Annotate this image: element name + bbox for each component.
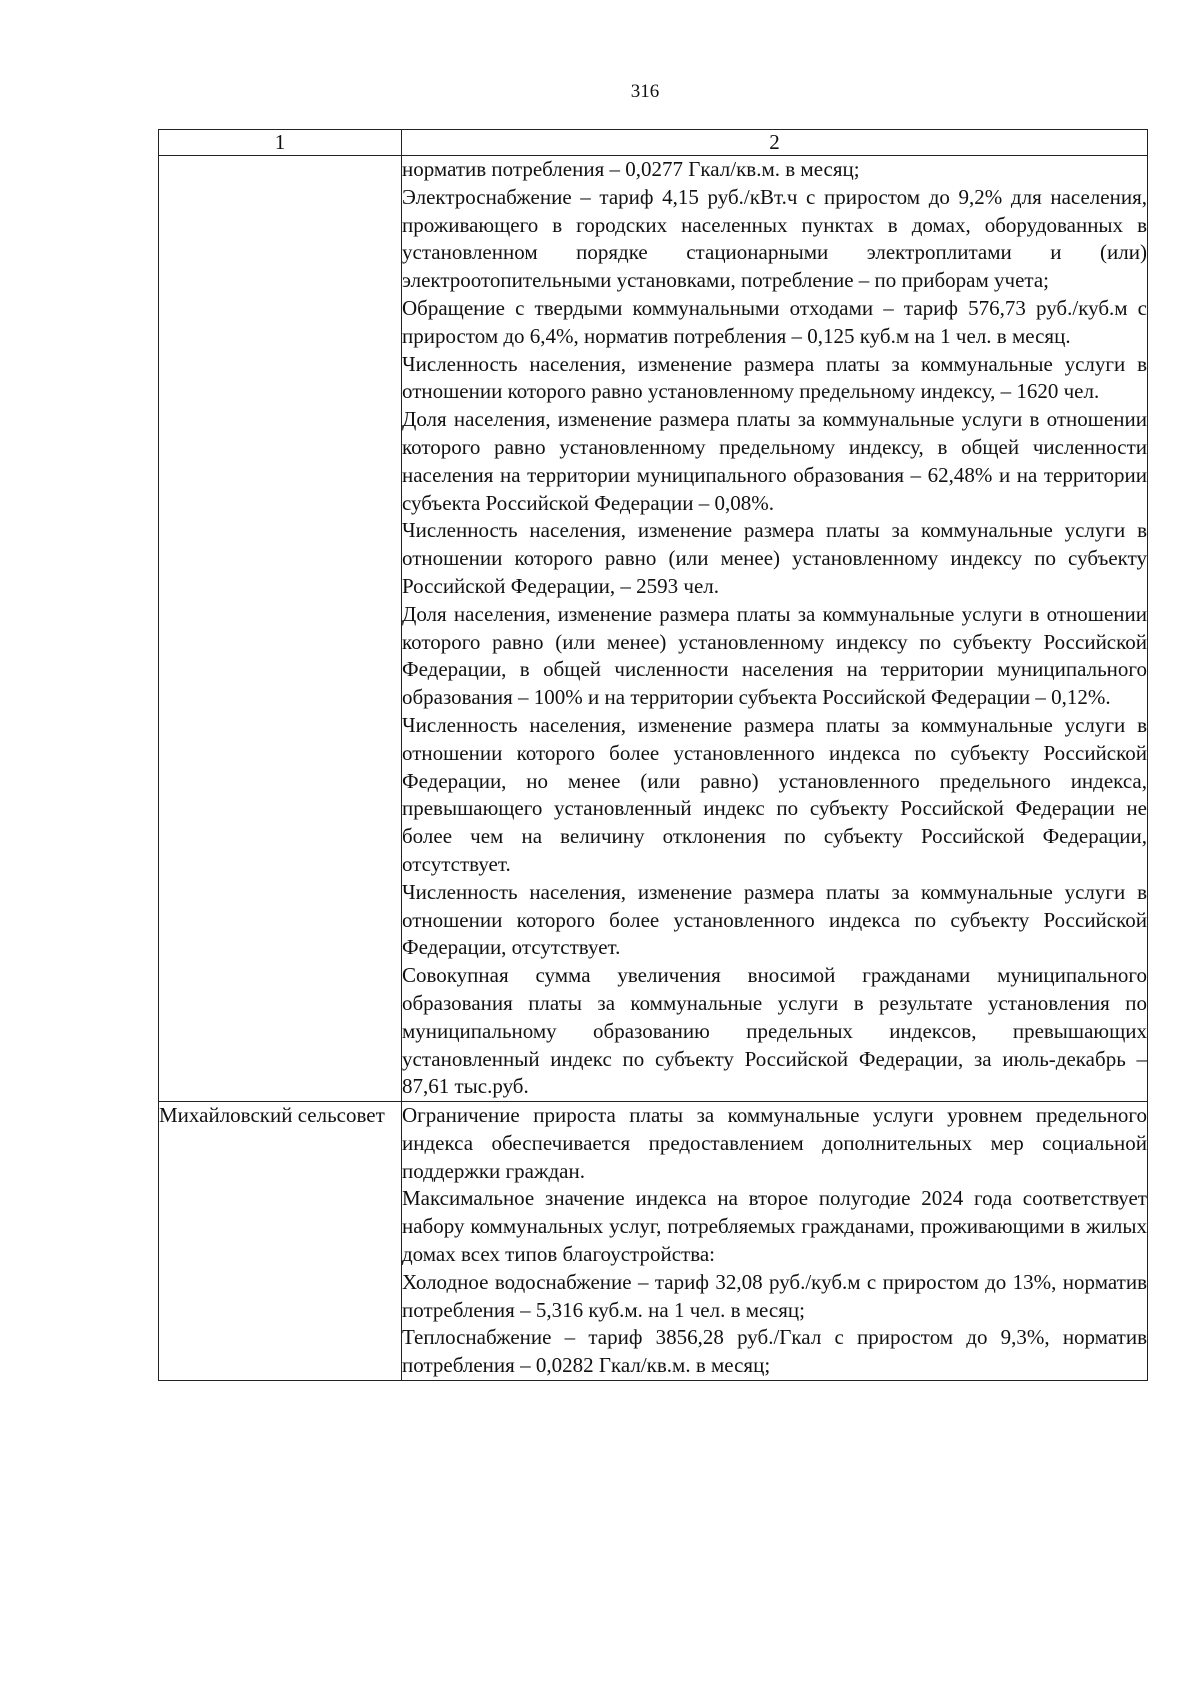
content-cell xyxy=(402,156,1148,1102)
column-header-1: 1 xyxy=(159,130,402,156)
paragraph: Теплоснабжение – тариф 3856,28 руб./Гкал с приростом до 9,3%, норматив потребления – 0,0282 Гкал/кв.м. в месяц; xyxy=(402,1325,1147,1378)
municipality-name-cell: Михайловский сельсовет xyxy=(159,1102,402,1381)
paragraph: Электроснабжение – тариф 4,15 руб./кВт.ч с приростом до 9,2% для населения, проживающего в городских населенных пунктах в домах, оборудованных в установленном порядке стационарными электроплитами и (или) электроотопительными установками, потребление – по приборам учета; xyxy=(402,184,1147,293)
table-row xyxy=(159,1102,1148,1381)
content-cell xyxy=(402,1102,1148,1381)
paragraph: Ограничение прироста платы за коммунальные услуги уровнем предельного индекса обеспечивается предоставлением дополнительных мер социальной поддержки граждан. xyxy=(402,1103,1147,1183)
table-header-row xyxy=(159,130,1148,156)
municipality-name-cell xyxy=(159,156,402,1102)
data-table xyxy=(158,129,1148,1381)
paragraph: Максимальное значение индекса на второе полугодие 2024 года соответствует набору коммунальных услуг, потребляемых гражданами, проживающими в жилых домах всех типов благоустройства: xyxy=(402,1186,1147,1267)
paragraph: Совокупная сумма увеличения вносимой гражданами муниципального образования платы за коммунальные услуги в результате установления по муниципальному образованию предельных индексов, превышающих установленный индекс по субъекту Российской Федерации, за июль-декабрь – 87,61 тыс.руб. xyxy=(402,963,1147,1099)
paragraph: Численность населения, изменение размера платы за коммунальные услуги в отношении которого более установленного индекса по субъекту Российской Федерации, но менее (или равно) установленного предельного индекса, превышающего установленный индекс по субъекту Российской Федерации не более чем на величину отклонения по субъекту Российской Федерации, отсутствует. xyxy=(402,712,1147,876)
table-row xyxy=(159,156,1148,1102)
column-header-2: 2 xyxy=(402,130,1148,156)
paragraph: Численность населения, изменение размера платы за коммунальные услуги в отношении которого равно установленному предельному индексу, – 1620 чел. xyxy=(402,351,1147,404)
paragraph: норматив потребления – 0,0277 Гкал/кв.м. в месяц; xyxy=(402,157,860,181)
paragraph: Численность населения, изменение размера платы за коммунальные услуги в отношении которого более установленного индекса по субъекту Российской Федерации, отсутствует. xyxy=(402,879,1147,960)
paragraph: Доля населения, изменение размера платы за коммунальные услуги в отношении которого равно (или менее) установленному индексу по субъекту Российской Федерации, в общей численности населения на территории муниципального образования – 100% и на территории субъекта Российской Федерации – 0,12%. xyxy=(402,601,1147,710)
page-number: 316 xyxy=(630,81,660,102)
paragraph: Доля населения, изменение размера платы за коммунальные услуги в отношении которого равно установленному предельному индексу, в общей численности населения на территории муниципального образования – 62,48% и на территории субъекта Российской Федерации – 0,08%. xyxy=(402,407,1147,515)
paragraph: Обращение с твердыми коммунальными отходами – тариф 576,73 руб./куб.м с приростом до 6,4%, норматив потребления – 0,125 куб.м на 1 чел. в месяц. xyxy=(402,295,1147,348)
paragraph: Холодное водоснабжение – тариф 32,08 руб./куб.м с приростом до 13%, норматив потребления – 5,316 куб.м. на 1 чел. в месяц; xyxy=(402,1269,1147,1322)
paragraph: Численность населения, изменение размера платы за коммунальные услуги в отношении которого равно (или менее) установленному индексу по субъекту Российской Федерации, – 2593 чел. xyxy=(402,518,1147,598)
